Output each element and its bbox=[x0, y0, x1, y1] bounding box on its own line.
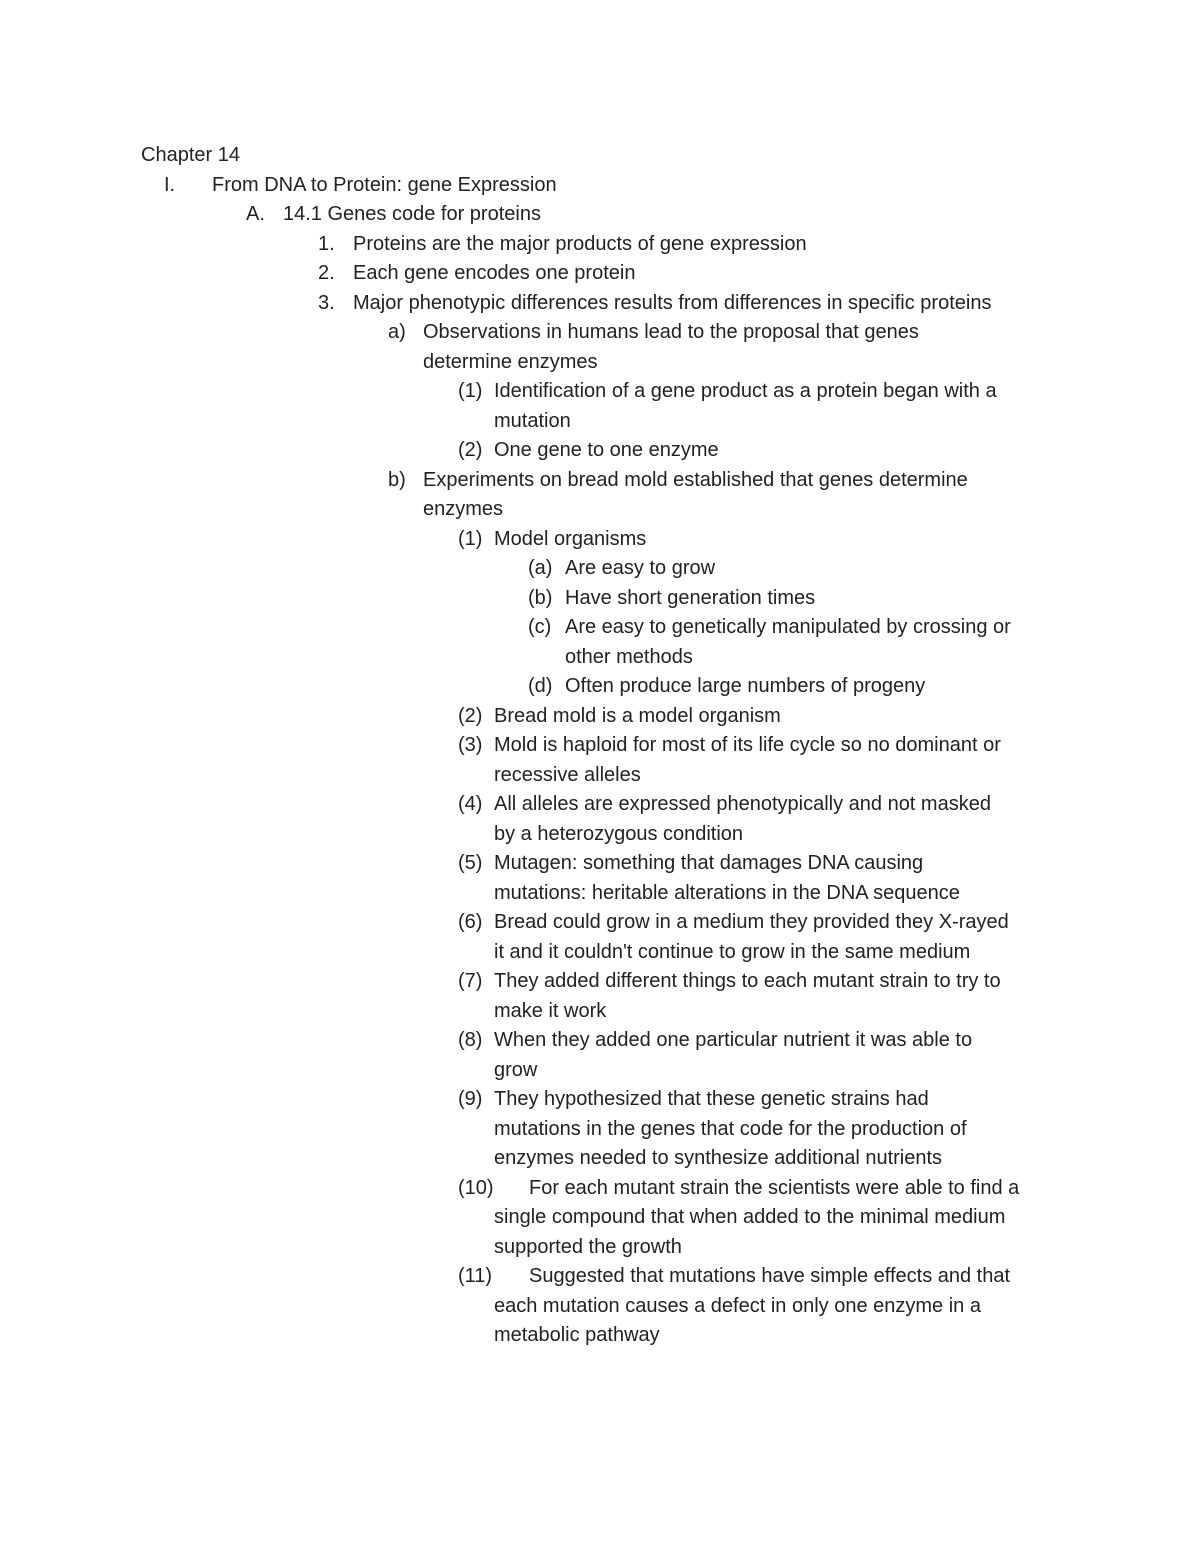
outline-text: each mutation causes a defect in only one enzyme in a bbox=[494, 1294, 981, 1317]
outline-marker: (9) bbox=[458, 1088, 483, 1110]
outline-text: Identification of a gene product as a protein began with a bbox=[494, 380, 997, 402]
outline-marker: (7) bbox=[458, 970, 483, 992]
outline-marker: (6) bbox=[458, 911, 483, 933]
outline-text: metabolic pathway bbox=[494, 1324, 660, 1346]
outline-text: grow bbox=[494, 1058, 538, 1081]
outline-marker: I. bbox=[164, 173, 176, 196]
outline-text: Are easy to genetically manipulated by crossing or bbox=[565, 616, 1011, 638]
outline-text: 14.1 Genes code for proteins bbox=[283, 203, 541, 225]
outline-marker: (11) bbox=[458, 1265, 493, 1287]
chapter-title: Chapter 14 bbox=[141, 144, 240, 166]
outline-text: Bread could grow in a medium they provided they X-rayed bbox=[494, 911, 1009, 933]
outline-text: mutations in the genes that code for the production of bbox=[494, 1117, 967, 1140]
outline-marker: (2) bbox=[458, 439, 483, 461]
outline-text: supported the growth bbox=[494, 1235, 682, 1258]
outline-text: For each mutant strain the scientists were able to find a bbox=[529, 1176, 1020, 1199]
outline-marker: (1) bbox=[458, 380, 483, 402]
outline-text: determine enzymes bbox=[423, 350, 598, 373]
outline-text: it and it couldn't continue to grow in the same medium bbox=[494, 940, 971, 963]
outline-text: Each gene encodes one protein bbox=[353, 262, 636, 284]
outline-marker: (3) bbox=[458, 734, 483, 756]
outline-text: Suggested that mutations have simple effects and that bbox=[529, 1265, 1011, 1287]
outline-text: All alleles are expressed phenotypically and not masked bbox=[494, 793, 991, 815]
outline-text: enzymes bbox=[423, 498, 504, 520]
outline-marker: A. bbox=[246, 203, 265, 225]
outline-text: recessive alleles bbox=[494, 763, 641, 786]
outline-text: Proteins are the major products of gene expression bbox=[353, 232, 807, 255]
outline-marker: (10) bbox=[458, 1176, 494, 1199]
outline-text: mutation bbox=[494, 409, 571, 432]
outline-text: Bread mold is a model organism bbox=[494, 704, 781, 727]
outline-marker: (4) bbox=[458, 793, 483, 815]
outline-text: Observations in humans lead to the proposal that genes bbox=[423, 321, 919, 343]
outline-marker: 1. bbox=[318, 232, 335, 255]
outline-marker: (1) bbox=[458, 527, 483, 550]
outline-text: They added different things to each mutant strain to try to bbox=[494, 970, 1001, 992]
outline-text: Often produce large numbers of progeny bbox=[565, 675, 926, 697]
outline-marker: (a) bbox=[528, 557, 553, 579]
outline-text: Major phenotypic differences results from differences in specific proteins bbox=[353, 291, 992, 314]
outline-text: Mold is haploid for most of its life cycle so no dominant or bbox=[494, 734, 1001, 756]
outline-text: mutations: heritable alterations in the DNA sequence bbox=[494, 881, 960, 904]
outline-text: make it work bbox=[494, 999, 607, 1022]
outline-marker: (d) bbox=[528, 675, 553, 697]
outline-text: single compound that when added to the minimal medium bbox=[494, 1206, 1006, 1228]
outline-marker: (8) bbox=[458, 1029, 483, 1051]
outline-text: by a heterozygous condition bbox=[494, 822, 744, 845]
outline-text: other methods bbox=[565, 645, 693, 668]
outline-marker: 2. bbox=[318, 262, 335, 284]
outline-text: Mutagen: something that damages DNA causing bbox=[494, 852, 924, 874]
outline-marker: 3. bbox=[318, 291, 335, 314]
outline-marker: a) bbox=[388, 321, 406, 343]
outline-text: Have short generation times bbox=[565, 586, 816, 609]
outline-text: One gene to one enzyme bbox=[494, 439, 719, 461]
outline-text: enzymes needed to synthesize additional nutrients bbox=[494, 1147, 943, 1169]
outline-text: From DNA to Protein: gene Expression bbox=[212, 173, 557, 196]
outline-marker: (c) bbox=[528, 616, 552, 638]
outline-text: Model organisms bbox=[494, 527, 647, 550]
outline-text: They hypothesized that these genetic strains had bbox=[494, 1088, 929, 1110]
outline-marker: b) bbox=[388, 468, 406, 491]
outline-text: When they added one particular nutrient it was able to bbox=[494, 1029, 973, 1051]
outline-marker: (2) bbox=[458, 704, 483, 727]
outline-text: Are easy to grow bbox=[565, 557, 716, 579]
outline-marker: (b) bbox=[528, 586, 553, 609]
outline-text: Experiments on bread mold established that genes determine bbox=[423, 468, 968, 491]
outline-marker: (5) bbox=[458, 852, 483, 874]
